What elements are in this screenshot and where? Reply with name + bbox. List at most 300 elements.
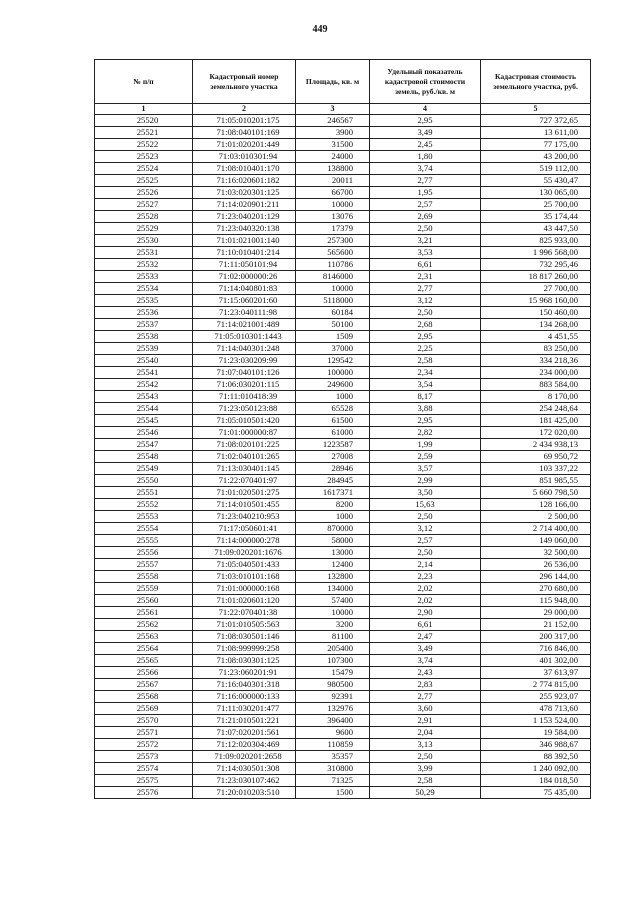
area-cell: 132976 xyxy=(296,703,370,715)
cadastral-number-cell: 71:23:050123:88 xyxy=(193,403,296,415)
cadastral-value-cell: 883 584,00 xyxy=(481,379,591,391)
cadastral-value-cell: 43 200,00 xyxy=(481,151,591,163)
unit-value-cell: 3,60 xyxy=(370,703,481,715)
table-row xyxy=(95,283,591,295)
unit-value-cell: 6,61 xyxy=(370,619,481,631)
row-number-cell: 25539 xyxy=(95,343,193,355)
table-row xyxy=(95,151,591,163)
cadastral-value-cell: 88 392,50 xyxy=(481,751,591,763)
table-row xyxy=(95,631,591,643)
cadastral-value-cell: 115 948,00 xyxy=(481,595,591,607)
unit-value-cell: 2,95 xyxy=(370,331,481,343)
area-cell: 20011 xyxy=(296,175,370,187)
unit-value-cell: 3,74 xyxy=(370,655,481,667)
area-cell: 396400 xyxy=(296,715,370,727)
column-number: 3 xyxy=(296,104,370,115)
area-cell: 246567 xyxy=(296,115,370,127)
area-cell: 1617371 xyxy=(296,487,370,499)
cadastral-value-cell: 35 174,44 xyxy=(481,211,591,223)
unit-value-cell: 2,47 xyxy=(370,631,481,643)
row-number-cell: 25520 xyxy=(95,115,193,127)
area-cell: 870000 xyxy=(296,523,370,535)
table-row xyxy=(95,415,591,427)
unit-value-cell: 15,63 xyxy=(370,499,481,511)
table-row xyxy=(95,115,591,127)
cadastral-number-cell: 71:08:999999:258 xyxy=(193,643,296,655)
table-row xyxy=(95,439,591,451)
area-cell: 71325 xyxy=(296,775,370,787)
row-number-cell: 25556 xyxy=(95,547,193,559)
area-cell: 60184 xyxy=(296,307,370,319)
cadastral-number-cell: 71:16:040301:318 xyxy=(193,679,296,691)
column-number: 2 xyxy=(193,104,296,115)
cadastral-value-cell: 184 018,50 xyxy=(481,775,591,787)
row-number-cell: 25548 xyxy=(95,451,193,463)
cadastral-number-cell: 71:01:000000:168 xyxy=(193,583,296,595)
cadastral-number-cell: 71:23:040111:98 xyxy=(193,307,296,319)
page-number: 449 xyxy=(312,24,328,35)
cadastral-number-cell: 71:09:020201:1676 xyxy=(193,547,296,559)
area-cell: 5118000 xyxy=(296,295,370,307)
row-number-cell: 25529 xyxy=(95,223,193,235)
column-number: 4 xyxy=(370,104,481,115)
cadastral-number-cell: 71:13:030401:145 xyxy=(193,463,296,475)
row-number-cell: 25549 xyxy=(95,463,193,475)
cadastral-number-cell: 71:23:060201:91 xyxy=(193,667,296,679)
area-cell: 3900 xyxy=(296,127,370,139)
cadastral-number-cell: 71:14:040801:83 xyxy=(193,283,296,295)
table-row xyxy=(95,727,591,739)
row-number-cell: 25574 xyxy=(95,763,193,775)
row-number-cell: 25567 xyxy=(95,679,193,691)
table-row xyxy=(95,547,591,559)
row-number-cell: 25550 xyxy=(95,475,193,487)
row-number-cell: 25536 xyxy=(95,307,193,319)
cadastral-value-cell: 75 435,00 xyxy=(481,787,591,799)
cadastral-value-cell: 27 700,00 xyxy=(481,283,591,295)
area-cell: 1000 xyxy=(296,511,370,523)
cadastral-value-cell: 478 713,60 xyxy=(481,703,591,715)
area-cell: 12400 xyxy=(296,559,370,571)
table-row xyxy=(95,619,591,631)
area-cell: 980500 xyxy=(296,679,370,691)
cadastral-value-cell: 134 268,00 xyxy=(481,319,591,331)
table-row xyxy=(95,427,591,439)
cadastral-number-cell: 71:23:040210:953 xyxy=(193,511,296,523)
cadastral-number-cell: 71:11:030201:477 xyxy=(193,703,296,715)
unit-value-cell: 3,49 xyxy=(370,643,481,655)
cadastral-value-cell: 2 500,00 xyxy=(481,511,591,523)
header-row-number: № п/п xyxy=(95,60,193,104)
unit-value-cell: 3,21 xyxy=(370,235,481,247)
area-cell: 3200 xyxy=(296,619,370,631)
cadastral-number-cell: 71:03:010301:94 xyxy=(193,151,296,163)
cadastral-value-cell: 519 112,00 xyxy=(481,163,591,175)
table-row xyxy=(95,175,591,187)
table-row xyxy=(95,319,591,331)
cadastral-number-cell: 71:08:020101:225 xyxy=(193,439,296,451)
cadastral-number-cell: 71:23:040201:129 xyxy=(193,211,296,223)
unit-value-cell: 3,57 xyxy=(370,463,481,475)
row-number-cell: 25572 xyxy=(95,739,193,751)
cadastral-value-cell: 149 060,00 xyxy=(481,535,591,547)
row-number-cell: 25524 xyxy=(95,163,193,175)
table-row xyxy=(95,511,591,523)
area-cell: 10000 xyxy=(296,607,370,619)
cadastral-number-cell: 71:01:021001:140 xyxy=(193,235,296,247)
unit-value-cell: 8,17 xyxy=(370,391,481,403)
row-number-cell: 25544 xyxy=(95,403,193,415)
unit-value-cell: 2,95 xyxy=(370,115,481,127)
row-number-cell: 25562 xyxy=(95,619,193,631)
table-row xyxy=(95,259,591,271)
row-number-cell: 25526 xyxy=(95,187,193,199)
cadastral-value-cell: 4 451,55 xyxy=(481,331,591,343)
area-cell: 310800 xyxy=(296,763,370,775)
cadastral-number-cell: 71:02:040101:265 xyxy=(193,451,296,463)
unit-value-cell: 3,99 xyxy=(370,763,481,775)
table-row xyxy=(95,295,591,307)
cadastral-number-cell: 71:01:020201:449 xyxy=(193,139,296,151)
cadastral-number-cell: 71:05:010501:420 xyxy=(193,415,296,427)
row-number-cell: 25540 xyxy=(95,355,193,367)
cadastral-number-cell: 71:01:010505:563 xyxy=(193,619,296,631)
column-number: 5 xyxy=(481,104,591,115)
table-row xyxy=(95,379,591,391)
cadastral-value-cell: 181 425,00 xyxy=(481,415,591,427)
row-number-cell: 25555 xyxy=(95,535,193,547)
row-number-cell: 25522 xyxy=(95,139,193,151)
unit-value-cell: 2,57 xyxy=(370,535,481,547)
column-number: 1 xyxy=(95,104,193,115)
table-row xyxy=(95,691,591,703)
unit-value-cell: 2,45 xyxy=(370,139,481,151)
unit-value-cell: 2,82 xyxy=(370,427,481,439)
table-row xyxy=(95,595,591,607)
row-number-cell: 25566 xyxy=(95,667,193,679)
cadastral-number-cell: 71:22:070401:97 xyxy=(193,475,296,487)
area-cell: 13000 xyxy=(296,547,370,559)
cadastral-number-cell: 71:23:040320:138 xyxy=(193,223,296,235)
row-number-cell: 25571 xyxy=(95,727,193,739)
unit-value-cell: 50,29 xyxy=(370,787,481,799)
cadastral-number-cell: 71:20:010203:510 xyxy=(193,787,296,799)
table-row xyxy=(95,139,591,151)
cadastral-number-cell: 71:14:040301:248 xyxy=(193,343,296,355)
cadastral-number-cell: 71:01:020601:120 xyxy=(193,595,296,607)
row-number-cell: 25564 xyxy=(95,643,193,655)
cadastral-number-cell: 71:14:021001:489 xyxy=(193,319,296,331)
unit-value-cell: 2,50 xyxy=(370,751,481,763)
unit-value-cell: 2,99 xyxy=(370,475,481,487)
cadastral-value-cell: 270 680,00 xyxy=(481,583,591,595)
table-row xyxy=(95,403,591,415)
cadastral-value-cell: 255 923,07 xyxy=(481,691,591,703)
cadastral-value-cell: 13 611,00 xyxy=(481,127,591,139)
table-body xyxy=(95,115,591,799)
unit-value-cell: 1,99 xyxy=(370,439,481,451)
cadastral-value-cell: 2 774 815,00 xyxy=(481,679,591,691)
cadastral-number-cell: 71:14:010501:455 xyxy=(193,499,296,511)
area-cell: 66700 xyxy=(296,187,370,199)
row-number-cell: 25558 xyxy=(95,571,193,583)
table-row xyxy=(95,187,591,199)
cadastral-number-cell: 71:08:040101:169 xyxy=(193,127,296,139)
row-number-cell: 25533 xyxy=(95,271,193,283)
cadastral-value-cell: 825 933,00 xyxy=(481,235,591,247)
table-row xyxy=(95,751,591,763)
area-cell: 1223587 xyxy=(296,439,370,451)
header-cadastral-value: Кадастровая стоимость земельного участка, руб. xyxy=(481,60,591,104)
row-number-cell: 25575 xyxy=(95,775,193,787)
cadastral-value-cell: 234 000,00 xyxy=(481,367,591,379)
unit-value-cell: 2,04 xyxy=(370,727,481,739)
cadastral-number-cell: 71:11:010418:39 xyxy=(193,391,296,403)
area-cell: 129542 xyxy=(296,355,370,367)
cadastral-number-cell: 71:06:030201:115 xyxy=(193,379,296,391)
table-row xyxy=(95,343,591,355)
unit-value-cell: 2,90 xyxy=(370,607,481,619)
cadastral-value-cell: 254 248,64 xyxy=(481,403,591,415)
cadastral-number-cell: 71:03:020301:125 xyxy=(193,187,296,199)
cadastral-number-cell: 71:01:020501:275 xyxy=(193,487,296,499)
row-number-cell: 25534 xyxy=(95,283,193,295)
header-cadastral-number: Кадастровый номер земельного участка xyxy=(193,60,296,104)
table-row xyxy=(95,475,591,487)
area-cell: 8200 xyxy=(296,499,370,511)
cadastral-value-cell: 8 170,00 xyxy=(481,391,591,403)
cadastral-value-cell: 150 460,00 xyxy=(481,307,591,319)
cadastral-number-cell: 71:07:020201:561 xyxy=(193,727,296,739)
table-row xyxy=(95,463,591,475)
table-row xyxy=(95,271,591,283)
cadastral-value-cell: 2 714 400,00 xyxy=(481,523,591,535)
cadastral-number-cell: 71:01:000000:87 xyxy=(193,427,296,439)
cadastral-number-cell: 71:11:050101:94 xyxy=(193,259,296,271)
area-cell: 81100 xyxy=(296,631,370,643)
row-number-cell: 25543 xyxy=(95,391,193,403)
table-row xyxy=(95,679,591,691)
unit-value-cell: 2,57 xyxy=(370,199,481,211)
row-number-cell: 25565 xyxy=(95,655,193,667)
cadastral-value-cell: 19 584,00 xyxy=(481,727,591,739)
cadastral-value-cell: 1 996 568,00 xyxy=(481,247,591,259)
row-number-cell: 25551 xyxy=(95,487,193,499)
area-cell: 50100 xyxy=(296,319,370,331)
unit-value-cell: 6,61 xyxy=(370,259,481,271)
row-number-cell: 25563 xyxy=(95,631,193,643)
table-row xyxy=(95,535,591,547)
cadastral-value-cell: 32 500,00 xyxy=(481,547,591,559)
unit-value-cell: 2,69 xyxy=(370,211,481,223)
unit-value-cell: 2,91 xyxy=(370,715,481,727)
row-number-cell: 25568 xyxy=(95,691,193,703)
table-row xyxy=(95,607,591,619)
cadastral-value-cell: 77 175,00 xyxy=(481,139,591,151)
column-number-row xyxy=(95,104,591,115)
table-row xyxy=(95,163,591,175)
row-number-cell: 25560 xyxy=(95,595,193,607)
unit-value-cell: 2,68 xyxy=(370,319,481,331)
cadastral-number-cell: 71:22:070401:38 xyxy=(193,607,296,619)
area-cell: 65528 xyxy=(296,403,370,415)
unit-value-cell: 2,77 xyxy=(370,283,481,295)
unit-value-cell: 2,58 xyxy=(370,775,481,787)
unit-value-cell: 2,50 xyxy=(370,547,481,559)
cadastral-value-cell: 25 700,00 xyxy=(481,199,591,211)
row-number-cell: 25542 xyxy=(95,379,193,391)
cadastral-value-cell: 128 166,00 xyxy=(481,499,591,511)
cadastral-value-cell: 1 153 524,00 xyxy=(481,715,591,727)
area-cell: 92391 xyxy=(296,691,370,703)
table-row xyxy=(95,583,591,595)
table-row xyxy=(95,127,591,139)
cadastral-number-cell: 71:07:040101:126 xyxy=(193,367,296,379)
cadastral-value-cell: 18 817 260,00 xyxy=(481,271,591,283)
cadastral-value-cell: 5 660 798,50 xyxy=(481,487,591,499)
area-cell: 205400 xyxy=(296,643,370,655)
area-cell: 15479 xyxy=(296,667,370,679)
area-cell: 565600 xyxy=(296,247,370,259)
row-number-cell: 25523 xyxy=(95,151,193,163)
unit-value-cell: 3,88 xyxy=(370,403,481,415)
unit-value-cell: 2,02 xyxy=(370,595,481,607)
row-number-cell: 25547 xyxy=(95,439,193,451)
table-row xyxy=(95,487,591,499)
area-cell: 31500 xyxy=(296,139,370,151)
area-cell: 58000 xyxy=(296,535,370,547)
cadastral-value-cell: 1 240 092,00 xyxy=(481,763,591,775)
table-row xyxy=(95,703,591,715)
area-cell: 37000 xyxy=(296,343,370,355)
row-number-cell: 25527 xyxy=(95,199,193,211)
table-row xyxy=(95,355,591,367)
unit-value-cell: 3,13 xyxy=(370,739,481,751)
row-number-cell: 25546 xyxy=(95,427,193,439)
unit-value-cell: 2,02 xyxy=(370,583,481,595)
table-row xyxy=(95,571,591,583)
area-cell: 257300 xyxy=(296,235,370,247)
cadastral-value-cell: 401 302,00 xyxy=(481,655,591,667)
table-row xyxy=(95,763,591,775)
unit-value-cell: 2,50 xyxy=(370,223,481,235)
cadastral-value-cell: 21 152,00 xyxy=(481,619,591,631)
unit-value-cell: 2,50 xyxy=(370,511,481,523)
table-row xyxy=(95,391,591,403)
table-row xyxy=(95,739,591,751)
area-cell: 132800 xyxy=(296,571,370,583)
table-row xyxy=(95,559,591,571)
cadastral-value-cell: 334 218,36 xyxy=(481,355,591,367)
unit-value-cell: 2,25 xyxy=(370,343,481,355)
area-cell: 284945 xyxy=(296,475,370,487)
cadastral-number-cell: 71:14:000000:278 xyxy=(193,535,296,547)
table-header-row xyxy=(95,60,591,104)
row-number-cell: 25541 xyxy=(95,367,193,379)
area-cell: 9600 xyxy=(296,727,370,739)
row-number-cell: 25528 xyxy=(95,211,193,223)
area-cell: 28946 xyxy=(296,463,370,475)
table-row xyxy=(95,523,591,535)
unit-value-cell: 2,43 xyxy=(370,667,481,679)
cadastral-value-cell: 15 968 160,00 xyxy=(481,295,591,307)
cadastral-number-cell: 71:08:030501:146 xyxy=(193,631,296,643)
cadastral-value-cell: 2 434 938,13 xyxy=(481,439,591,451)
cadastral-number-cell: 71:03:010101:168 xyxy=(193,571,296,583)
unit-value-cell: 2,95 xyxy=(370,415,481,427)
row-number-cell: 25531 xyxy=(95,247,193,259)
unit-value-cell: 2,23 xyxy=(370,571,481,583)
row-number-cell: 25545 xyxy=(95,415,193,427)
table-row xyxy=(95,715,591,727)
unit-value-cell: 1,95 xyxy=(370,187,481,199)
table-row xyxy=(95,211,591,223)
unit-value-cell: 3,50 xyxy=(370,487,481,499)
unit-value-cell: 2,34 xyxy=(370,367,481,379)
table-row xyxy=(95,307,591,319)
table-row xyxy=(95,223,591,235)
cadastral-value-cell: 716 846,00 xyxy=(481,643,591,655)
row-number-cell: 25559 xyxy=(95,583,193,595)
cadastral-number-cell: 71:02:000000:26 xyxy=(193,271,296,283)
unit-value-cell: 2,31 xyxy=(370,271,481,283)
area-cell: 17379 xyxy=(296,223,370,235)
unit-value-cell: 2,77 xyxy=(370,175,481,187)
table-row xyxy=(95,499,591,511)
unit-value-cell: 3,74 xyxy=(370,163,481,175)
area-cell: 110859 xyxy=(296,739,370,751)
cadastral-value-cell: 296 144,00 xyxy=(481,571,591,583)
row-number-cell: 25557 xyxy=(95,559,193,571)
row-number-cell: 25537 xyxy=(95,319,193,331)
area-cell: 107300 xyxy=(296,655,370,667)
area-cell: 8146000 xyxy=(296,271,370,283)
row-number-cell: 25561 xyxy=(95,607,193,619)
row-number-cell: 25525 xyxy=(95,175,193,187)
cadastral-value-cell: 103 337,22 xyxy=(481,463,591,475)
unit-value-cell: 2,77 xyxy=(370,691,481,703)
cadastral-number-cell: 71:14:030501:308 xyxy=(193,763,296,775)
table-row xyxy=(95,235,591,247)
cadastral-value-cell: 69 950,72 xyxy=(481,451,591,463)
unit-value-cell: 3,12 xyxy=(370,295,481,307)
row-number-cell: 25554 xyxy=(95,523,193,535)
unit-value-cell: 3,12 xyxy=(370,523,481,535)
cadastral-number-cell: 71:23:030209:99 xyxy=(193,355,296,367)
cadastral-value-cell: 37 613,97 xyxy=(481,667,591,679)
row-number-cell: 25535 xyxy=(95,295,193,307)
cadastral-value-cell: 200 317,00 xyxy=(481,631,591,643)
unit-value-cell: 3,49 xyxy=(370,127,481,139)
unit-value-cell: 3,54 xyxy=(370,379,481,391)
table-row xyxy=(95,643,591,655)
cadastral-value-cell: 55 430,47 xyxy=(481,175,591,187)
table-row xyxy=(95,775,591,787)
cadastral-number-cell: 71:17:050601:41 xyxy=(193,523,296,535)
cadastral-number-cell: 71:14:020901:211 xyxy=(193,199,296,211)
row-number-cell: 25553 xyxy=(95,511,193,523)
cadastral-number-cell: 71:10:010401:214 xyxy=(193,247,296,259)
cadastral-number-cell: 71:16:020601:182 xyxy=(193,175,296,187)
area-cell: 57400 xyxy=(296,595,370,607)
area-cell: 10000 xyxy=(296,283,370,295)
cadastral-number-cell: 71:08:030301:125 xyxy=(193,655,296,667)
header-area: Площадь, кв. м xyxy=(296,60,370,104)
area-cell: 24000 xyxy=(296,151,370,163)
area-cell: 27008 xyxy=(296,451,370,463)
area-cell: 35357 xyxy=(296,751,370,763)
table-row xyxy=(95,367,591,379)
